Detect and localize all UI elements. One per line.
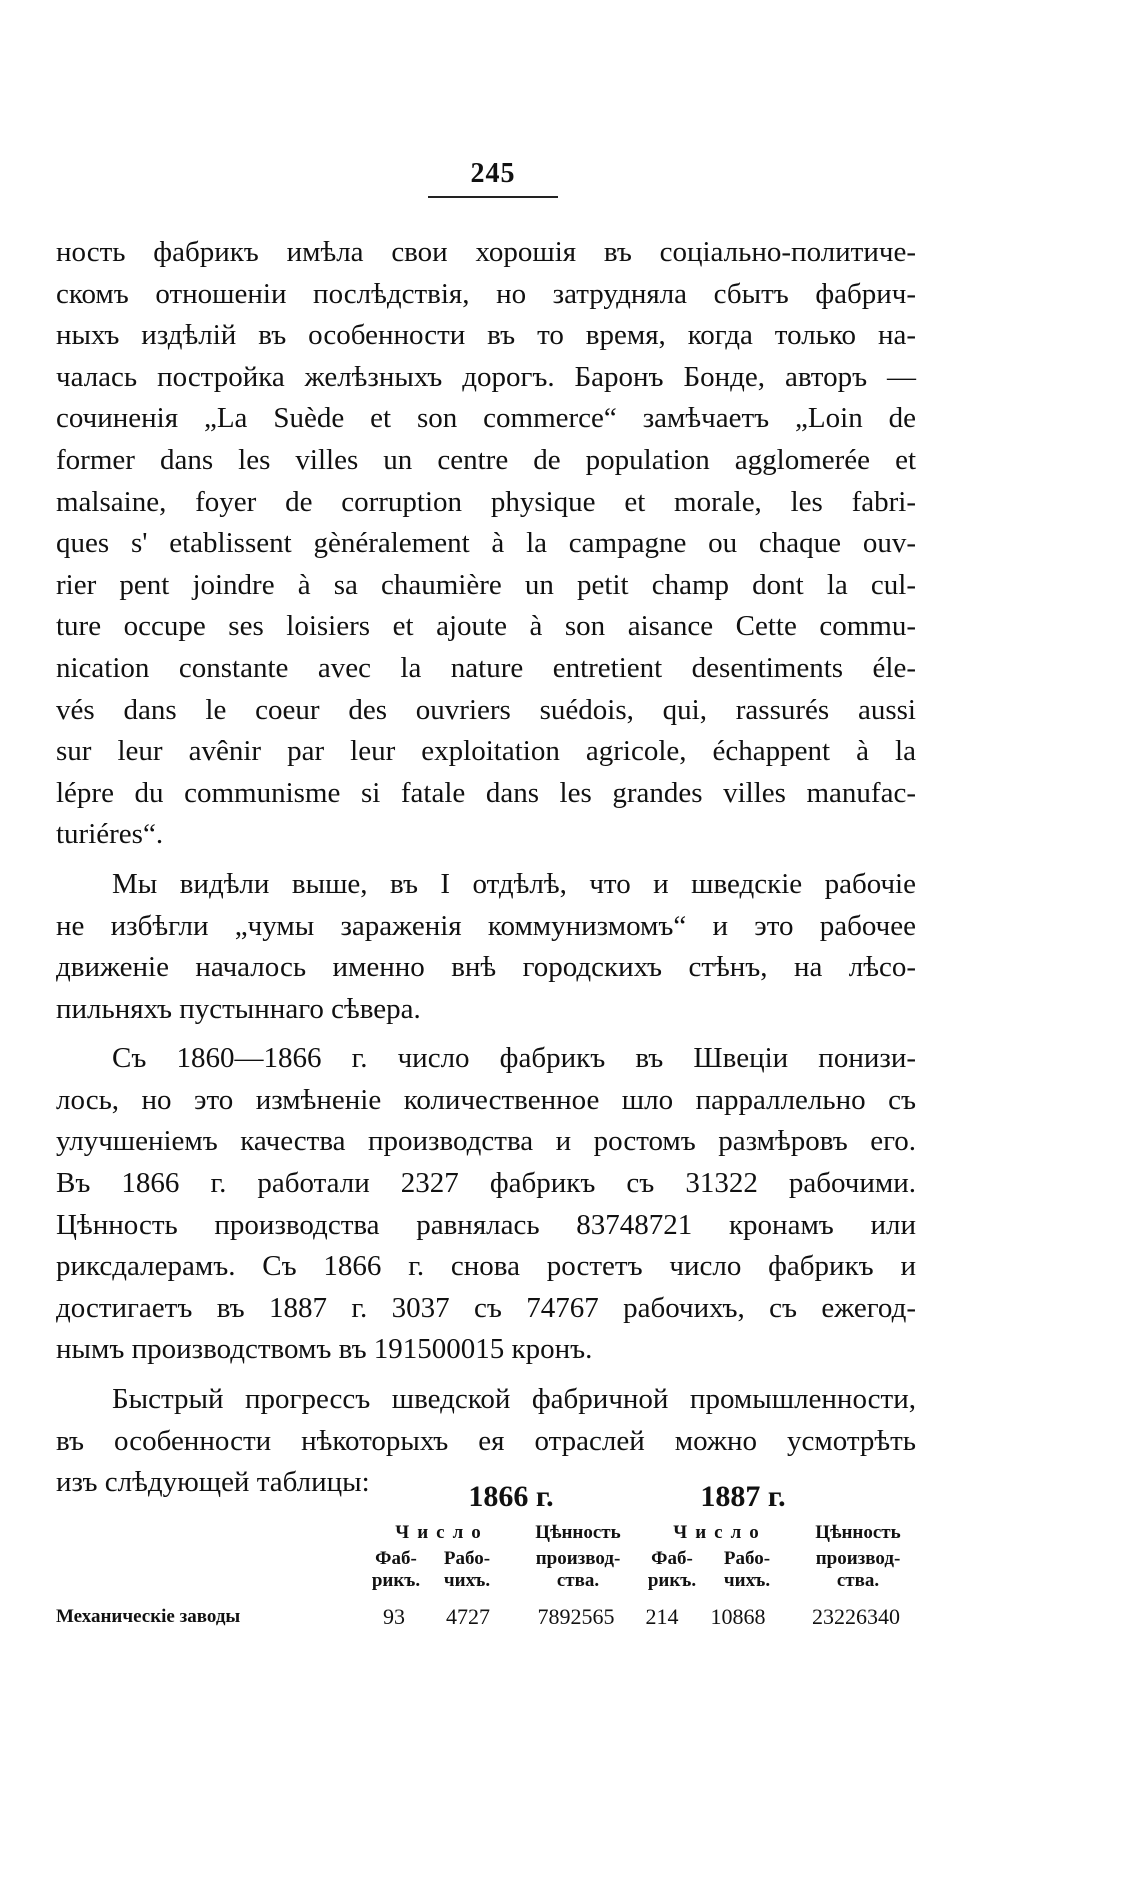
header-line: чихъ. <box>723 1570 771 1591</box>
table-year-1866: 1866 г. <box>468 1480 554 1513</box>
header-line: Рабо- <box>723 1548 771 1569</box>
header-line: ства. <box>556 1570 600 1591</box>
header-line: производ- <box>815 1548 901 1569</box>
paragraph-1 <box>56 232 916 856</box>
text-line: nication constante avec la nature entretient desentiments éle- <box>56 651 916 684</box>
table-cell: 93 <box>383 1604 405 1629</box>
text-line: ture occupe ses loisiers et ajoute à son aisance Cette commu- <box>56 610 916 643</box>
text-line: Цѣнность производства равнялась 83748721 кронамъ или <box>56 1208 916 1241</box>
text-line: пильняхъ пустыннаго сѣвера. <box>56 992 421 1025</box>
table-cell: 10868 <box>710 1604 766 1629</box>
table-cell: 214 <box>645 1604 679 1629</box>
header-line: чихъ. <box>443 1570 491 1591</box>
table-row-label: Механическіе заводы <box>56 1606 241 1627</box>
text-line: ques s' etablissent gènéralement à la campagne ou chaque ouv- <box>56 527 916 560</box>
table-header-count-1887: Число <box>673 1522 767 1543</box>
text-line: въ особенности нѣкоторыхъ ея отраслей можно усмотрѣть <box>56 1424 916 1457</box>
text-line: риксдалерамъ. Съ 1866 г. снова ростетъ число фабрикъ и <box>56 1250 916 1283</box>
header-line: Рабо- <box>443 1548 491 1569</box>
table-cell: 4727 <box>446 1604 490 1629</box>
page-number-rule <box>428 196 558 198</box>
header-line: Фаб- <box>651 1548 693 1569</box>
table-header-factories-1887 <box>642 1548 702 1592</box>
text-line: ныхъ издѣлій въ особенности въ то время, когда только на- <box>56 319 916 352</box>
page-number: 245 <box>470 158 516 189</box>
header-line: Фаб- <box>375 1548 417 1569</box>
table-header-count-1866: Число <box>395 1522 489 1543</box>
text-line: sur leur avênir par leur exploitation agricole, échappent à la <box>56 735 916 768</box>
header-line: производ- <box>535 1548 621 1569</box>
text-line: Быстрый прогрессъ шведской фабричной промышленности, <box>112 1383 916 1416</box>
text-line: нымъ производствомъ въ 191500015 кронъ. <box>56 1333 593 1366</box>
text-line: turiéres“. <box>56 818 164 851</box>
text-line: улучшеніемъ качества производства и ростомъ размѣровъ его. <box>56 1125 916 1158</box>
text-line: движеніе началось именно внѣ городскихъ стѣнъ, на лѣсо- <box>56 951 916 984</box>
header-line: ства. <box>836 1570 880 1591</box>
table-header-workers-1866 <box>432 1548 502 1592</box>
paragraph-3 <box>56 1038 916 1371</box>
table-header-workers-1887 <box>712 1548 782 1592</box>
table-header-value-1887 <box>798 1522 918 1592</box>
header-line: рикъ. <box>647 1570 697 1591</box>
text-line: Въ 1866 г. работали 2327 фабрикъ съ 31322 рабочими. <box>56 1167 916 1200</box>
table-year-1887: 1887 г. <box>700 1480 786 1513</box>
table-header-factories-1866 <box>366 1548 426 1592</box>
text-line: скомъ отношеніи послѣдствія, но затрудняла сбытъ фабрич- <box>56 277 916 310</box>
text-line: rier pent joindre à sa chaumière un petit champ dont la cul- <box>56 568 916 601</box>
paragraph-2 <box>56 864 916 1030</box>
header-line: Цѣнность <box>815 1522 901 1543</box>
table-header-value-1866 <box>518 1522 638 1592</box>
text-line: изъ слѣдующей таблицы: <box>56 1466 370 1499</box>
text-line: former dans les villes un centre de population agglomerée et <box>56 443 916 476</box>
text-line: Съ 1860—1866 г. число фабрикъ въ Швеціи понизи- <box>112 1042 916 1075</box>
text-line: лось, но это измѣненіе количественное шло парраллельно съ <box>56 1083 916 1116</box>
header-line: рикъ. <box>371 1570 421 1591</box>
text-line: Мы видѣли выше, въ I отдѣлѣ, что и шведскіе рабочіе <box>112 867 916 900</box>
text-line: чалась постройка желѣзныхъ дорогъ. Баронъ Бонде, авторъ — <box>56 360 916 393</box>
text-line: сочиненія „La Suède et son commerce“ замѣчаетъ „Loin de <box>56 402 916 435</box>
header-line: Цѣнность <box>535 1522 621 1543</box>
table-cell: 23226340 <box>812 1604 900 1629</box>
text-line: достигаетъ въ 1887 г. 3037 съ 74767 рабочихъ, съ ежегод- <box>56 1291 916 1324</box>
text-line: vés dans le coeur des ouvriers suédois, qui, rassurés aussi <box>56 693 916 726</box>
text-line: lépre du communisme si fatale dans les grandes villes manufac- <box>56 776 916 809</box>
table-cell: 7892565 <box>537 1604 615 1629</box>
body-text <box>56 232 916 1504</box>
text-line: не избѣгли „чумы зараженія коммунизмомъ“ и это рабочее <box>56 909 916 942</box>
text-line: malsaine, foyer de corruption physique et morale, les fabri- <box>56 485 916 518</box>
text-line: ность фабрикъ имѣла свои хорошія въ соціально-политиче- <box>56 236 916 268</box>
